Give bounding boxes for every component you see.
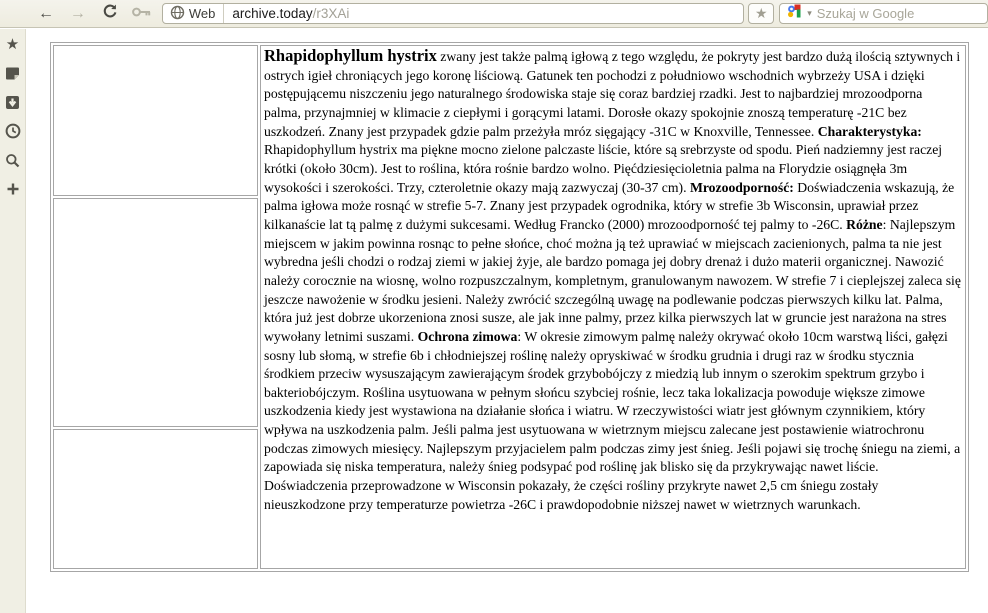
web-button-label: Web	[188, 6, 216, 21]
search-magnifier-icon[interactable]	[3, 150, 23, 170]
forward-icon[interactable]: →	[69, 4, 86, 22]
notes-page-icon[interactable]	[3, 63, 23, 83]
article-segment: : W okresie zimowym palmę należy okrywać około 10cm warstwą liści, gałęzi sosny lub słomą, w strefie 6b i chłodniejszej roślinę należy opryskiwać w środku grudnia i drugi raz w środku stycznia środkiem przeciw wysuszającym zawierającym środek grzybobójczy z miedzią lub innym o szerokim spektrum grzybo i bakteriobójczym. Roślina usytuowana w pełnym słońcu szybciej rośnie, lecz taka lokalizacja powoduje większe zimowe uszkodzenia kiedy jest wystawiona na działanie słońca i wiatru. W rzeczywistości wiatr jest głównym czynnikiem, który wpływa na uszkodzenia palm. Jeśli palma jest usytuowana w wietrznym miejscu zalecane jest postawienie wiatrochronu podczas zimowych miesięcy. Najlepszym przyjacielem palm podczas zimy jest śnieg. Jeśli pojawi się trochę śniegu na ziemi, a zapowiada się niska temperatura, należy śnieg podsypać pod roślinę jak blisko się da przykrywając nawet liście. Doświadczenia przeprowadzone w Wisconsin pokazały, że części rośliny przykryte nawet 2,5 cm śniegu zostały nieuszkodzone przy temperaturze powietrza -26C i prawdopodobnie niższej nawet w wietrznych warunkach.	[264, 328, 961, 512]
url-text[interactable]	[224, 6, 349, 21]
browser-toolbar	[0, 0, 988, 28]
article-text	[264, 47, 962, 514]
search-engine-dropdown-icon[interactable]: ▾	[807, 8, 812, 18]
article-text-cell	[260, 45, 966, 569]
article-segment: Doświadczenia wskazują, że palma igłowa może rosnąć w strefie 5-7. Znany jest przypadek ogrodnika, który w strefie 3b Wisconsin, uprawiał przez kilkanaście lat tą palmę z dużymi sukcesami. Według Francko (2000) mrozoodporność tej palmy to -26C.	[264, 179, 955, 232]
web-mode-button[interactable]	[163, 4, 225, 23]
google-logo-icon	[786, 3, 802, 24]
section-heading-rozne: Różne	[846, 216, 883, 232]
search-placeholder: Szukaj w Google	[816, 6, 915, 21]
article-segment: zwany jest także palmą igłową z tego względu, że pokryty jest bardzo dużą ilością sztywnych i ostrych igieł chroniących jego koronę liściową. Gatunek ten pochodzi z południowo wschodnich wybrzeży USA i dzięki postępującemu niszczeniu jego naturalnego środowiska staje się coraz bardziej rzadki. Jest to najbardziej mrozoodporna palma, przynajmniej w klimacie z ciepłymi i gorącymi latami. Dorosłe okazy spokojnie znoszą temperaturę -21C bez uszkodzeń. Znany jest przypadek gdzie palm przeżyła mróz sięgający -31C w Knoxville, Tennessee.	[264, 49, 961, 139]
section-heading-mrozoodpornosc: Mrozoodporność:	[689, 179, 794, 195]
reload-icon[interactable]	[100, 3, 120, 25]
article-table	[50, 42, 969, 572]
article-title: Rhapidophyllum hystrix	[264, 46, 437, 65]
search-box[interactable]	[779, 3, 988, 24]
article-segment: : Najlepszym miejscem w jakim powinna rosnąc to pełne słońce, choć można ją też uprawiać w miejscach zacienionych, palma ta nie jest wybredna jeśli chodzi o rodzaj ziemi w jakiej żyje, ale bardzo pomaga jej dobry drenaż i dużo materii organicznej. Nawozić należy corocznie na wiosnę, wolno rozpuszczalnym, kompletnym, granulowanym nawozem. W strefie 7 i cieplejszej zaleca się jeszcze nawożenie w środku jesieni. Należy zwrócić szczególną uwagę na podlewanie podczas pierwszych kilku lat. Palma, która już jest dobrze ukorzeniona znosi susze, ale jak inne palmy, przez kilka pierwszych lat w gruncie jest narażona na stres wywołany letnimi suszami.	[264, 216, 961, 344]
image-column	[53, 45, 258, 569]
image-placeholder-3	[53, 429, 258, 569]
bookmarks-star-icon[interactable]: ★	[5, 36, 20, 53]
downloads-arrow-icon[interactable]	[3, 92, 23, 112]
url-bar[interactable]	[162, 3, 744, 24]
globe-icon	[170, 5, 185, 23]
star-icon: ★	[754, 5, 768, 21]
back-icon[interactable]: ←	[37, 4, 54, 22]
image-placeholder-2	[53, 198, 258, 427]
history-clock-icon[interactable]	[3, 121, 23, 141]
section-heading-ochrona-zimowa: Ochrona zimowa	[417, 328, 518, 344]
add-plus-icon[interactable]	[3, 179, 23, 199]
url-host: archive.today	[232, 6, 313, 21]
article-segment: Rhapidophyllum hystrix ma piękne mocno zielone palczaste liście, które są srebrzyste od spodu. Pień nadziemny jest raczej krótki (około 30cm). Jest to roślina, która rośnie bardzo wolno. Pięćdziesięcioletnia palma na Florydzie osiągnęła 3m wysokości i szerokości. Trzy, czteroletnie okazy mają zazwyczaj (30-37 cm).	[264, 142, 943, 195]
url-path: /r3XAi	[312, 6, 350, 21]
page-content	[27, 29, 988, 613]
browser-sidebar	[0, 29, 26, 613]
bookmark-star-button[interactable]	[748, 3, 774, 24]
section-heading-charakterystyka: Charakterystyka:	[817, 123, 922, 139]
image-placeholder-1	[53, 45, 258, 196]
key-icon[interactable]	[132, 4, 152, 24]
